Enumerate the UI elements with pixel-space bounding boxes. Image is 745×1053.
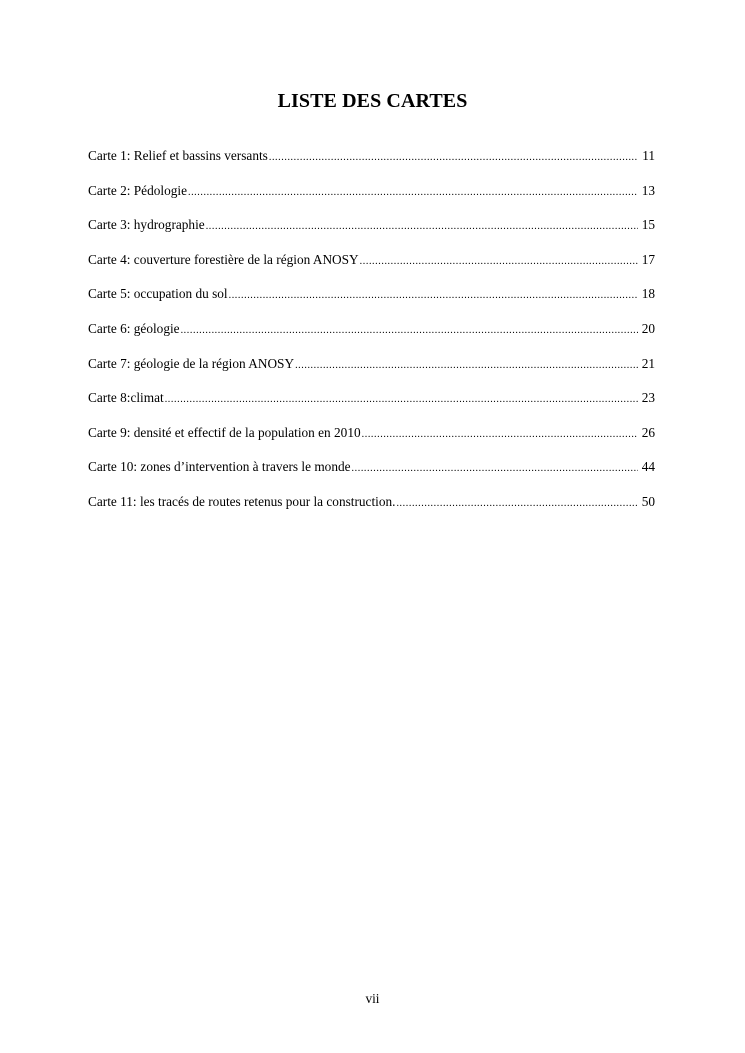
toc-entry-page: 13 (641, 182, 655, 198)
toc-leader-dots (362, 425, 638, 445)
toc-leader-dots (181, 321, 638, 341)
toc-entry-label: Carte 11: les tracés de routes retenus pour la construction. (88, 493, 396, 509)
toc-entry[interactable] (88, 423, 655, 458)
toc-entry[interactable] (88, 284, 655, 319)
toc-entry[interactable] (88, 250, 655, 285)
toc-entry-label: Carte 7: géologie de la région ANOSY (88, 355, 295, 371)
toc-leader-dots (360, 252, 638, 272)
toc-entry-label: Carte 4: couverture forestière de la région ANOSY (88, 251, 359, 267)
toc-entry[interactable] (88, 181, 655, 216)
toc-leader-dots (165, 390, 638, 410)
toc-entry-page: 15 (641, 217, 655, 233)
toc-entry[interactable] (88, 146, 655, 181)
toc-leader-dots (295, 356, 638, 376)
toc-leader-dots (269, 148, 638, 168)
toc-entry[interactable] (88, 215, 655, 250)
toc-entry-label: Carte 5: occupation du sol (88, 286, 228, 302)
toc-entry-page: 17 (641, 251, 655, 267)
toc-entry-label: Carte 8:climat (88, 390, 164, 406)
list-of-maps (88, 146, 655, 527)
toc-entry-page: 21 (641, 355, 655, 371)
toc-entry-page: 50 (641, 493, 655, 509)
toc-leader-dots (188, 183, 638, 203)
toc-entry-label: Carte 3: hydrographie (88, 217, 205, 233)
toc-entry[interactable] (88, 388, 655, 423)
toc-entry-page: 11 (642, 148, 655, 163)
toc-entry-page: 44 (641, 459, 655, 475)
toc-entry[interactable] (88, 457, 655, 492)
toc-entry[interactable] (88, 319, 655, 354)
toc-leader-dots (396, 494, 638, 514)
toc-entry-page: 20 (641, 320, 655, 336)
toc-entry-page: 23 (641, 390, 655, 406)
toc-leader-dots (229, 286, 638, 306)
toc-entry[interactable] (88, 492, 655, 527)
toc-leader-dots (206, 217, 638, 237)
toc-entry-label: Carte 6: géologie (88, 320, 180, 336)
toc-entry-label: Carte 2: Pédologie (88, 182, 187, 198)
page-title: LISTE DES CARTES (277, 90, 468, 112)
page-number: vii (365, 991, 380, 1006)
toc-entry-label: Carte 9: densité et effectif de la population en 2010 (88, 424, 361, 440)
toc-entry[interactable] (88, 354, 655, 389)
toc-entry-label: Carte 1: Relief et bassins versants (88, 148, 268, 163)
toc-entry-page: 18 (641, 286, 655, 302)
toc-leader-dots (352, 459, 638, 479)
toc-entry-label: Carte 10: zones d’intervention à travers le monde (88, 459, 351, 475)
toc-entry-page: 26 (641, 424, 655, 440)
